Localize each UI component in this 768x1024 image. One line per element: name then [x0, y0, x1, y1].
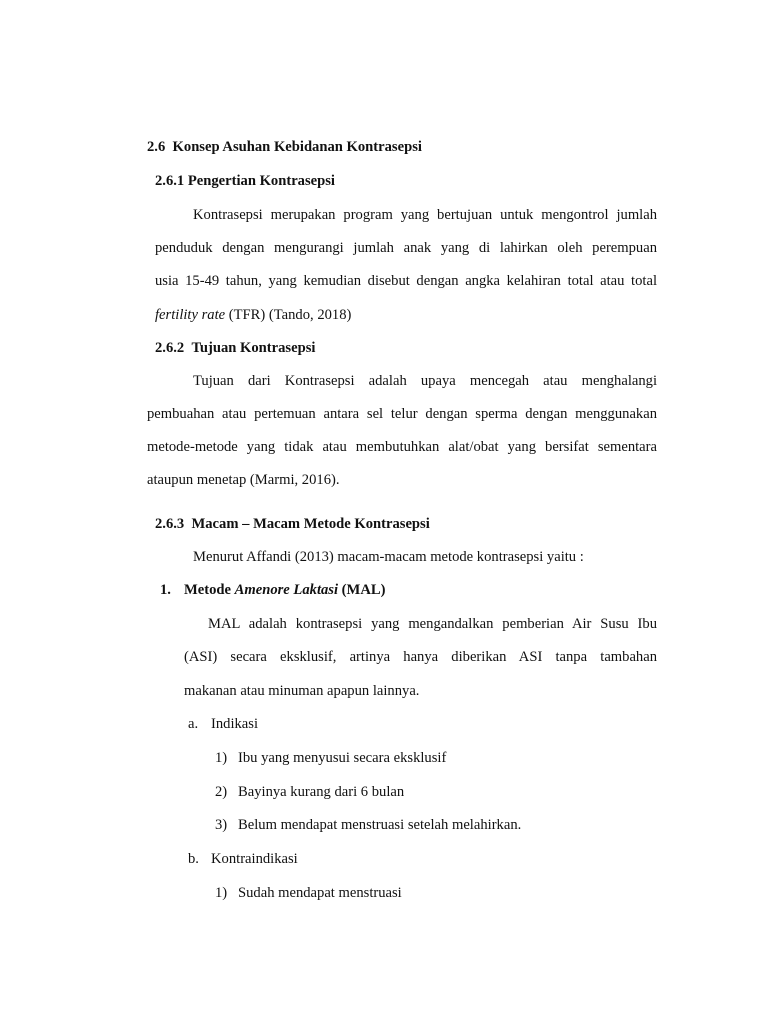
list-letter: b. — [188, 851, 199, 867]
list-item: Sudah mendapat menstruasi — [238, 885, 402, 901]
heading-text: (MAL) — [338, 582, 386, 598]
list-label-kontraindikasi: Kontraindikasi — [211, 851, 298, 867]
paragraph-line: ataupun menetap (Marmi, 2016). — [147, 472, 340, 488]
subsection-number: 2.6.1 — [155, 173, 185, 189]
paragraph-line: (ASI) secara eksklusif, artinya hanya diberikan ASI tanpa tambahan — [184, 649, 657, 665]
paragraph-line: pembuahan atau pertemuan antara sel telur dengan sperma dengan menggunakan — [147, 406, 657, 422]
subsection-title: Tujuan Kontrasepsi — [191, 340, 316, 356]
list-letter: a. — [188, 716, 199, 732]
subsection-heading-pengertian — [155, 172, 335, 190]
list-number: 1) — [215, 885, 228, 901]
paragraph-line: penduduk dengan mengurangi jumlah anak yang di lahirkan oleh perempuan — [155, 240, 657, 256]
list-heading-mal — [184, 581, 385, 599]
section-heading — [147, 138, 422, 156]
paragraph-line — [155, 306, 351, 324]
list-item: Belum mendapat menstruasi setelah melahirkan. — [238, 817, 522, 833]
paragraph-line: Kontrasepsi merupakan program yang bertujuan untuk mengontrol jumlah — [193, 207, 657, 223]
list-number: 3) — [215, 817, 228, 833]
list-number: 1) — [215, 750, 228, 766]
subsection-number: 2.6.3 — [155, 516, 185, 532]
list-number: 1. — [160, 582, 171, 598]
list-number: 2) — [215, 784, 228, 800]
subsection-heading-tujuan — [155, 339, 315, 357]
section-title: Konsep Asuhan Kebidanan Kontrasepsi — [172, 139, 422, 155]
paragraph-line: metode-metode yang tidak atau membutuhkan alat/obat yang bersifat sementara — [147, 439, 657, 455]
paragraph-line: makanan atau minuman apapun lainnya. — [184, 683, 420, 699]
section-number: 2.6 — [147, 139, 166, 155]
list-label-indikasi: Indikasi — [211, 716, 259, 732]
list-item: Ibu yang menyusui secara eksklusif — [238, 750, 447, 766]
subsection-title: Macam – Macam Metode Kontrasepsi — [191, 516, 430, 532]
italic-term: fertility rate — [155, 307, 226, 323]
heading-text: Metode — [184, 582, 235, 598]
subsection-heading-macam — [155, 515, 430, 533]
paragraph-line: MAL adalah kontrasepsi yang mengandalkan pemberian Air Susu Ibu — [208, 616, 657, 632]
paragraph-text: (TFR) (Tando, 2018) — [225, 307, 352, 323]
paragraph-line: Menurut Affandi (2013) macam-macam metode kontrasepsi yaitu : — [193, 549, 584, 565]
subsection-title: Pengertian Kontrasepsi — [187, 173, 335, 189]
italic-term: Amenore Laktasi — [234, 582, 339, 598]
list-item: Bayinya kurang dari 6 bulan — [238, 784, 405, 800]
subsection-number: 2.6.2 — [155, 340, 185, 356]
paragraph-line: Tujuan dari Kontrasepsi adalah upaya mencegah atau menghalangi — [193, 373, 657, 389]
paragraph-line: usia 15-49 tahun, yang kemudian disebut dengan angka kelahiran total atau total — [155, 273, 657, 289]
